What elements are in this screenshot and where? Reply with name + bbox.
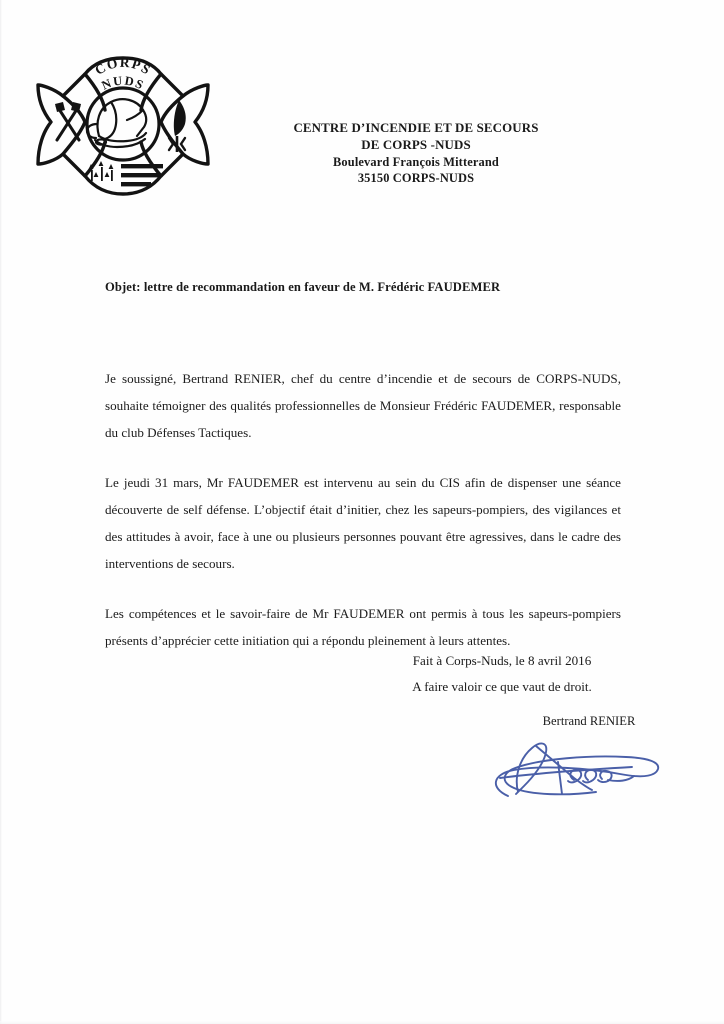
signer-name: Bertrand RENIER xyxy=(542,714,636,728)
body-paragraph: Je soussigné, Bertrand RENIER, chef du centre d’incendie et de secours de CORPS-NUDS, souhaite témoigner des qualités professionnelles de Monsieur Frédéric FAUDEMER, responsable du club Défenses Tactiques. xyxy=(105,371,621,441)
place-and-date: Fait à Corps-Nuds, le 8 avril 2016 xyxy=(412,653,592,668)
closing-formula: A faire valoir ce que vaut de droit. xyxy=(412,679,592,695)
svg-text:NUDS xyxy=(100,74,147,93)
letter-body xyxy=(105,365,621,654)
organization-address xyxy=(232,120,600,187)
org-postal-city: 35150 CORPS-NUDS xyxy=(357,171,475,186)
maltese-cross-firefighter-emblem-icon xyxy=(33,52,213,215)
subject-line: Objet: lettre de recommandation en faveur de M. Frédéric FAUDEMER xyxy=(105,280,501,294)
org-street: Boulevard François Mitterand xyxy=(333,155,499,170)
org-name-line-1: CENTRE D’INCENDIE ET DE SECOURS xyxy=(293,121,539,135)
closing-block xyxy=(380,648,624,700)
logo-text-nuds: NUDS xyxy=(99,73,147,93)
svg-text:CORPS xyxy=(92,55,154,78)
signature-block xyxy=(470,714,680,729)
org-name-line-2: DE CORPS -NUDS xyxy=(361,138,471,153)
handwritten-signature xyxy=(470,726,670,804)
helmet-icon xyxy=(87,99,146,147)
letterhead xyxy=(0,52,724,227)
logo-text-corps: CORPS xyxy=(92,54,155,78)
body-paragraph: Les compétences et le savoir-faire de Mr FAUDEMER ont permis à tous les sapeurs-pompiers présents d’apprécier cette initiation qui a répondu pleinement à leurs attentes. xyxy=(105,605,621,648)
body-paragraph: Le jeudi 31 mars, Mr FAUDEMER est intervenu au sein du CIS afin de dispenser une séance découverte de self défense. L’objectif était d’initier, chez les sapeurs-pompiers, des vigilances et des attitudes à avoir, face à une ou plusieurs personnes pouvant être agressives, dans le cadre des interventions de secours. xyxy=(105,474,621,572)
